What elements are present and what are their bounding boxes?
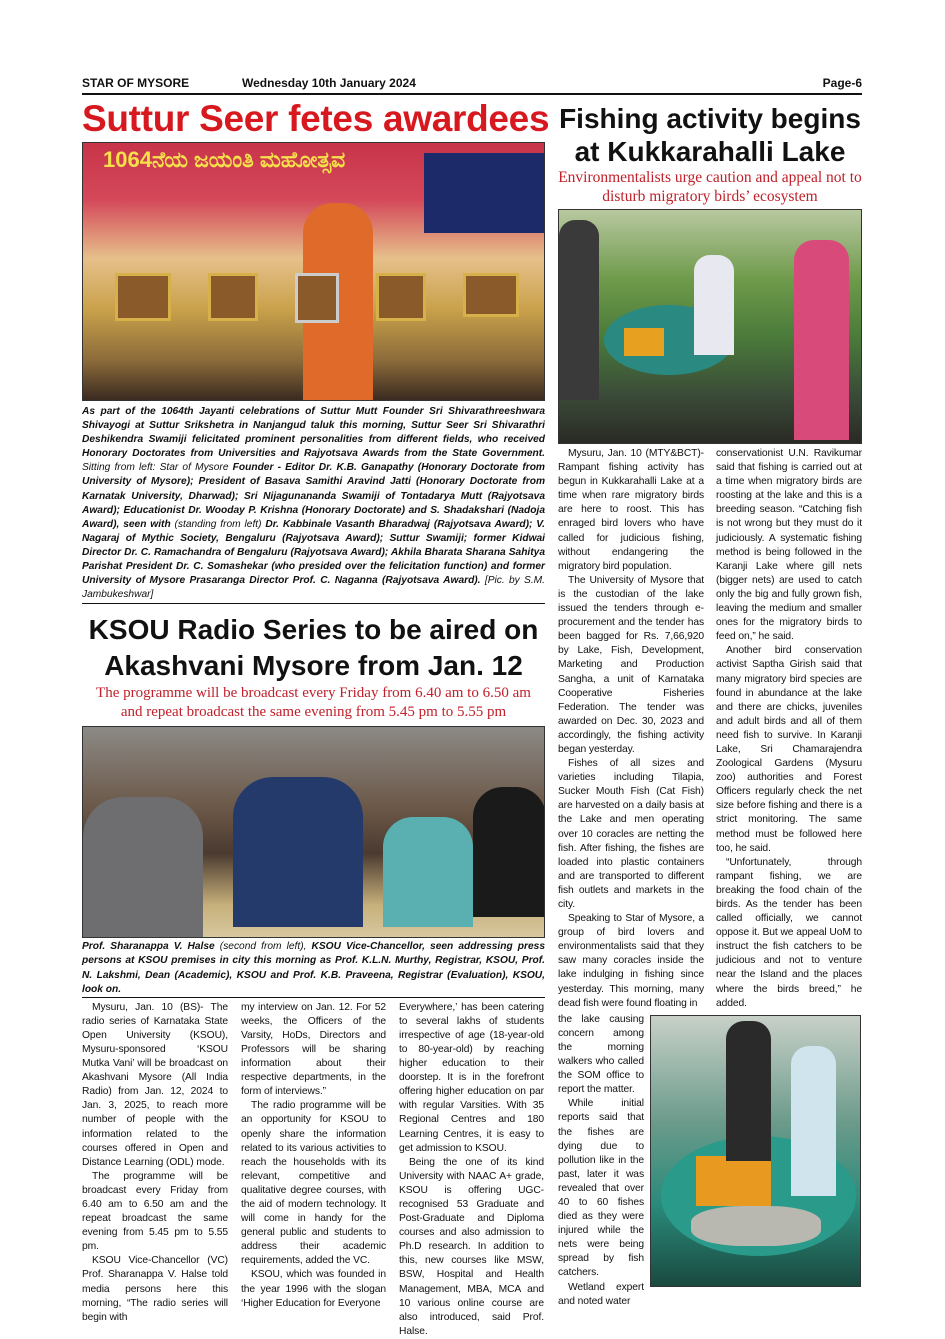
award-plaques [97,273,537,333]
ksou-body-col2 [241,1001,386,1311]
issue-date: Wednesday 10th January 2024 [242,76,416,90]
paragraph: “Unfortunately, through rampant fishing, we are breaking the food chain of the birds. As the tender has been called officially, we cannot oppose it. But we appeal UoM to instruct the fish catchers to be judicious and not to venture near the Island and the places where the birds breed,” he added. [716,856,862,1009]
caption-part: (second from left), [219,941,307,953]
ksou-body [82,1001,545,1339]
fishing-headline: Fishing activity begins at Kukkarahalli Lake [559,103,861,167]
person-figure [791,1046,836,1196]
suttur-photo-caption [82,405,545,604]
ksou-body-col3 [399,1001,544,1339]
suttur-headline: Suttur Seer fetes awardees [82,98,550,139]
fishing-body-col1-continued [558,1013,644,1309]
person-figure [559,220,599,400]
ksou-body-col1 [82,1001,228,1325]
paragraph: conservationist U.N. Ravikumar said that fishing is carried out at a time when migratory birds are roosting at the lake and this is a breeding season. “Catching fish is not wrong but they must do it judiciously. A systematic fishing method is being followed in the Karanji Lake where gill nets (bigger nets) are used to catch only the big and fully grown fish, leaving the medium and smaller ones for the migratory birds to feed on,” he said. [716,448,862,643]
fishing-body-top [558,447,862,1011]
paragraph: The University of Mysore that is the custodian of the lake issued the tenders through e-procurement and the tender has been bagged for Rs. 7,66,920 by Lake, Fish, Development, Marketing and Production Sangha, a unit of Karnataka Cooperative Fisheries Federation. The tender was awarded on Dec. 30, 2023 and accordingly, the fishing activity began yesterday. [558,574,704,755]
caption-part: Dr. Kabbinale Vasanth Bharadwaj (Rajyotsava Award); V. Nagaraj of Mythic Society, Bengaluru (Rajyotsava Award); Suttur Swamiji; former Kidwai Director Dr. C. Ramachandra of Bengaluru (Rajyotsava Award); Akhila Bharata Sharana Sahitya Parishat President Dr. C. Somashekar (who presided over the felicitation function) and former University of Mysore Prasaranga Director Prof. C. Naganna (Rajyotsava Award). [82,518,545,587]
paragraph: The radio programme will be an opportunity for KSOU to openly share the information related to its various activities to reach the households with its relevant, competitive and qualitative degree courses, with the aid of modern technology. It will come in handy for the general public and students to address their academic requirements, added the VC. [241,1100,386,1267]
person-figure [83,797,203,937]
person-figure [694,255,734,355]
ksou-photo-caption [82,940,545,997]
fishing-subhead: Environmentalists urge caution and appeal not to disturb migratory birds’ ecosystem [558,169,862,205]
paragraph: KSOU, which was founded in the year 1996 with the slogan ‘Higher Education for Everyone [241,1269,386,1309]
header-rule [82,93,862,95]
right-column [558,102,862,1309]
caption-part: (standing from left) [174,518,262,530]
banner-text: 1064ನೆಯ ಜಯಂತಿ ಮಹೋತ್ಸವ [103,147,346,172]
caption-part: Prof. Sharanappa V. Halse [82,941,215,953]
caption-part: Sitting from left: Star of Mysore [82,462,229,474]
person-figure [473,787,545,917]
paragraph: Wetland expert and noted water [558,1281,644,1307]
fish-crate [696,1156,771,1206]
dead-fish [691,1206,821,1246]
paragraph: the lake causing concern among the morning walkers who called the SOM office to report the matter. [558,1013,644,1096]
paragraph: Being the one of its kind University with NAAC A+ grade, KSOU is offering UGC-recognised 53 Graduate and Post-Graduate and Diploma courses and also admission to Ph.D research. In addition to this, new courses like MSW, BSW, Hospital and Health Management, MBA, MCA and 10 various online course are also introduced, said Prof. Halse. [399,1156,544,1337]
person-figure [794,240,849,440]
paragraph: Mysuru, Jan. 10 (MTY&BCT)- Rampant fishing activity has begun in Kukkarahalli Lake at a time when rare migratory birds are here to roost. This has enraged bird lovers who have called for judicious fishing, without endangering the migratory bird population. [558,448,704,572]
person-figure [383,817,473,927]
person-figure [726,1021,771,1161]
ksou-press-meet-photo [82,726,545,938]
suttur-felicitation-photo [82,142,545,401]
newspaper-name: STAR OF MYSORE [82,76,190,90]
paragraph: Another bird conservation activist Saptha Girish said that many migratory bird species are found in abundance at the lake and there are chicks, juveniles and adult birds and all of them need fish to survive. In Karanji Lake, Sri Chamarajendra Zoological Gardens (Mysuru zoo) authorities and Forest Officers regularly check the net size before fishing and there is a strict monitoring. The same method must be followed here too, he said. [716,645,862,854]
page-number: Page-6 [822,76,862,90]
paragraph: Fishes of all sizes and varieties including Tilapia, Sucker Mouth Fish (Cat Fish) are harvested on a daily basis at the Lake and men operating over 10 coracles are netting the fish. After fishing, the fishes are loaded into plastic containers and are transported to different fish outlets and markets in the city. [558,758,704,910]
ksou-headline-line: Akashvani Mysore from Jan. 12 [104,650,523,682]
fish-crate [624,328,664,356]
fishing-body-col1 [558,447,704,1011]
paragraph: Speaking to Star of Mysore, a group of bird lovers and environmentalists said that they saw many coracles inside the lake indulging in fishing since yesterday. This morning, many dead fish were found floating in [558,913,704,1009]
paragraph: KSOU Vice-Chancellor (VC) Prof. Sharanappa V. Halse told media persons here this morning, “The radio series will begin with [82,1255,228,1323]
left-column [82,98,550,1339]
caption-part: As part of the 1064th Jayanti celebrations of Suttur Mutt Founder Sri Shivarathreeshwara Shivayogi at Suttur Srikshetra in Nanjangud taluk this morning, Suttur Seer Sri Shivarathri Deshikendra Swamiji felicitated prominent personalities from different fields, who received Honorary Doctorates from Universities and Rajyotsava Awards from the State Government. [82,406,545,460]
fishing-body-bottom [558,1013,862,1309]
person-figure [233,777,363,927]
paragraph: my interview on Jan. 12. For 52 weeks, the Officers of the Varsity, HoDs, Directors and Professors will be sharing information about their respective departments, in the form of interviews.” [241,1001,386,1098]
paragraph: While initial reports said that the fishes are dying due to pollution like in the past, later it was revealed that over 40 to 60 fishes died as they were injured while the nets were being spread by fish catchers. [558,1098,644,1279]
ksou-headline-line: KSOU Radio Series to be aired on [88,614,539,646]
fishing-coracle-photo [558,209,862,444]
photo-credit: [Pic. by S.M. Jambukeshwar] [82,575,546,601]
ksou-subhead: The programme will be broadcast every Friday from 6.40 am to 6.50 am and repeat broadcast the same evening from 5.45 pm to 5.55 pm [96,685,531,721]
caption-part: KSOU Vice-Chancellor, seen addressing press persons at KSOU premises in city this morning as Prof. K.L.N. Murthy, Registrar, KSOU, Prof. N. Lakshmi, Dean (Academic), KSOU and Prof. K.B. Praveena, Registrar (Evaluation), KSOU, look on. [82,941,545,995]
paragraph: The programme will be broadcast every Friday from 6.40 am to 6.50 am and the repeat broadcast the same evening from 5.45 pm to 5.55 pm. [82,1170,228,1253]
paragraph: Mysuru, Jan. 10 (BS)- The radio series of Karnataka State Open University (KSOU), Mysuru-sponsored ‘KSOU Mutka Vani’ will be broadcast on Akashvani Mysore (All India Radio) from Jan. 12, 2024 to Jan. 3, 2025, to reach more number of people with the information related to the courses offered in Open and Distance Learning (ODL) mode. [82,1001,228,1168]
paragraph: Everywhere,’ has been catering to several lakhs of students irrespective of age (18-year-old to 80-year-old) by reaching higher education to their doorstep. It is in the forefront offering higher education on par with regular Varsities. With 35 Regional Centres and 180 Learning Centres, it is easy to get admission to KSOU. [399,1001,544,1154]
dead-fish-coracle-photo [650,1015,861,1287]
caption-part: Founder - Editor Dr. K.B. Ganapathy (Honorary Doctorate from University of Mysore); President of Basava Samithi Aravind Jatti (Honorary Doctorate from Karnatak University, Dharwad); Sri Nijagunananda Swamiji of Tontadarya Mutt (Rajyotsava Award); Educationist Dr. Wooday P. Krishna (Honorary Doctorate) and S. Shadakshari (Nadoja Award), seen with [82,462,545,530]
ksou-headline [82,612,545,684]
backdrop-blue [424,153,544,233]
fishing-body-col2 [716,447,862,1011]
